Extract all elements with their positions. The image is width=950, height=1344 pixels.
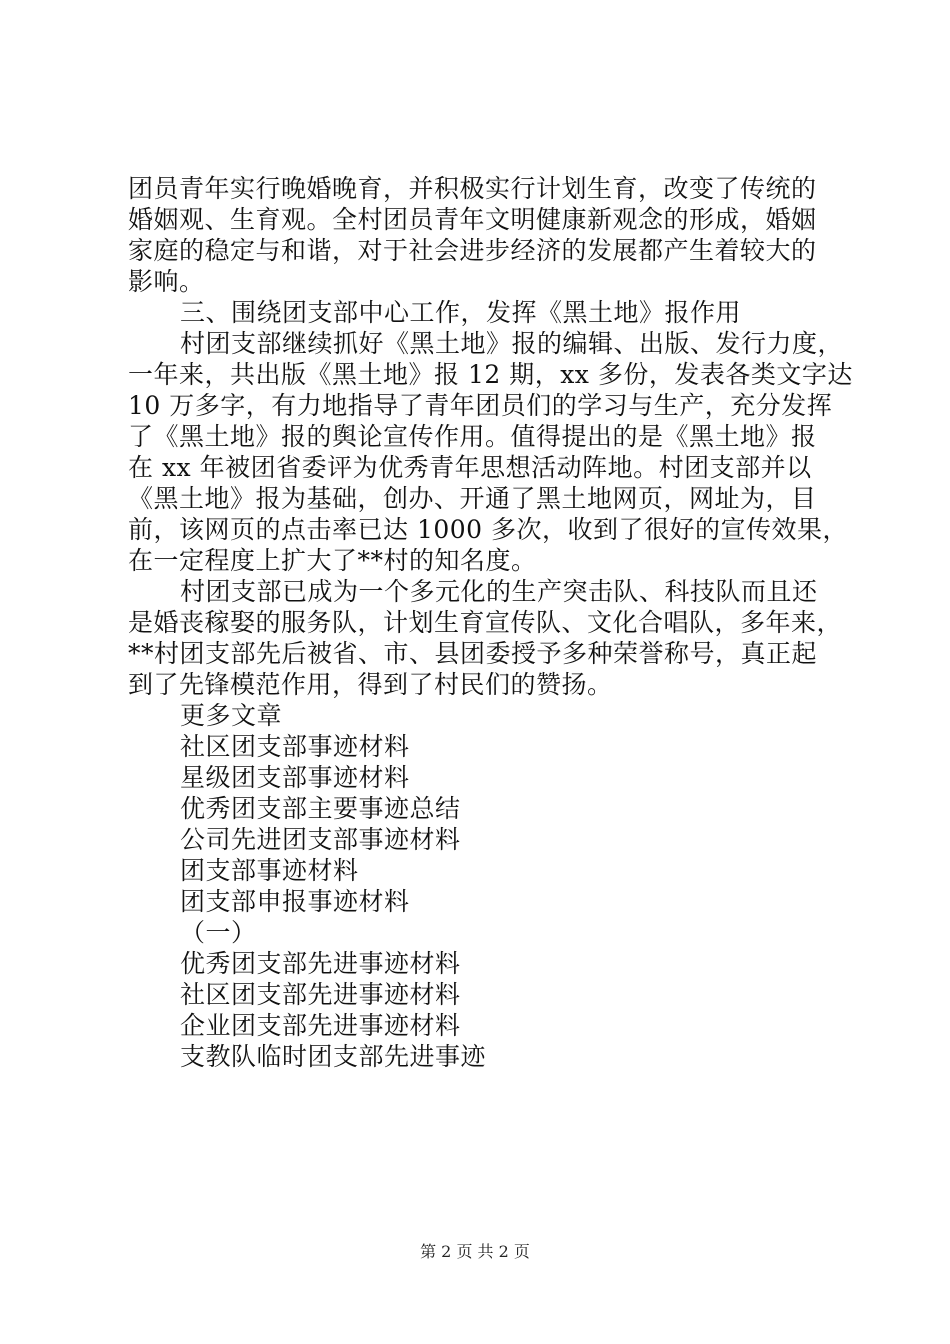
text-line: 在一定程度上扩大了**村的知名度。: [128, 546, 537, 575]
text-line: 团支部事迹材料: [180, 856, 359, 885]
document-body: [128, 173, 853, 1072]
text-line: 星级团支部事迹材料: [180, 763, 410, 792]
text-line: 婚姻观、生育观。全村团员青年文明健康新观念的形成，婚姻: [128, 205, 817, 234]
text-line: 家庭的稳定与和谐，对于社会进步经济的发展都产生着较大的: [128, 236, 817, 265]
text-line: **村团支部先后被省、市、县团委授予多种荣誉称号，真正起: [128, 639, 818, 668]
text-line: 优秀团支部主要事迹总结: [180, 794, 461, 823]
page-footer: 第 2 页 共 2 页: [420, 1242, 530, 1261]
text-line: 是婚丧稼娶的服务队，计划生育宣传队、文化合唱队，多年来，: [128, 608, 843, 637]
text-line: 支教队临时团支部先进事迹: [180, 1042, 487, 1071]
text-line: 在 xx 年被团省委评为优秀青年思想活动阵地。村团支部并以: [128, 453, 812, 482]
text-line: 了《黑土地》报的舆论宣传作用。值得提出的是《黑土地》报: [128, 422, 817, 451]
text-line: 企业团支部先进事迹材料: [180, 1011, 461, 1040]
text-line: 社区团支部事迹材料: [180, 732, 410, 761]
text-line: 影响。: [128, 267, 205, 296]
text-line: 《黑土地》报为基础，创办、开通了黑土地网页，网址为，目: [128, 484, 817, 513]
text-line: 一年来，共出版《黑土地》报 12 期，xx 多份，发表各类文字达: [128, 360, 853, 389]
text-line: 团支部申报事迹材料: [180, 887, 410, 916]
text-line: 到了先锋模范作用，得到了村民们的赞扬。: [128, 670, 613, 699]
text-line: 优秀团支部先进事迹材料: [180, 949, 461, 978]
text-line: 公司先进团支部事迹材料: [180, 825, 461, 854]
text-line: 村团支部继续抓好《黑土地》报的编辑、出版、发行力度，: [180, 329, 844, 358]
text-line: 10 万多字，有力地指导了青年团员们的学习与生产，充分发挥: [128, 391, 833, 420]
text-line: 前，该网页的点击率已达 1000 多次，收到了很好的宣传效果，: [128, 515, 849, 544]
text-line: 更多文章: [180, 701, 283, 730]
text-line: 社区团支部先进事迹材料: [180, 980, 461, 1009]
text-line: 三、围绕团支部中心工作，发挥《黑土地》报作用: [180, 298, 742, 327]
text-line: （一）: [180, 918, 257, 947]
text-line: 团员青年实行晚婚晚育，并积极实行计划生育，改变了传统的: [128, 174, 817, 203]
text-line: 村团支部已成为一个多元化的生产突击队、科技队而且还: [180, 577, 818, 606]
